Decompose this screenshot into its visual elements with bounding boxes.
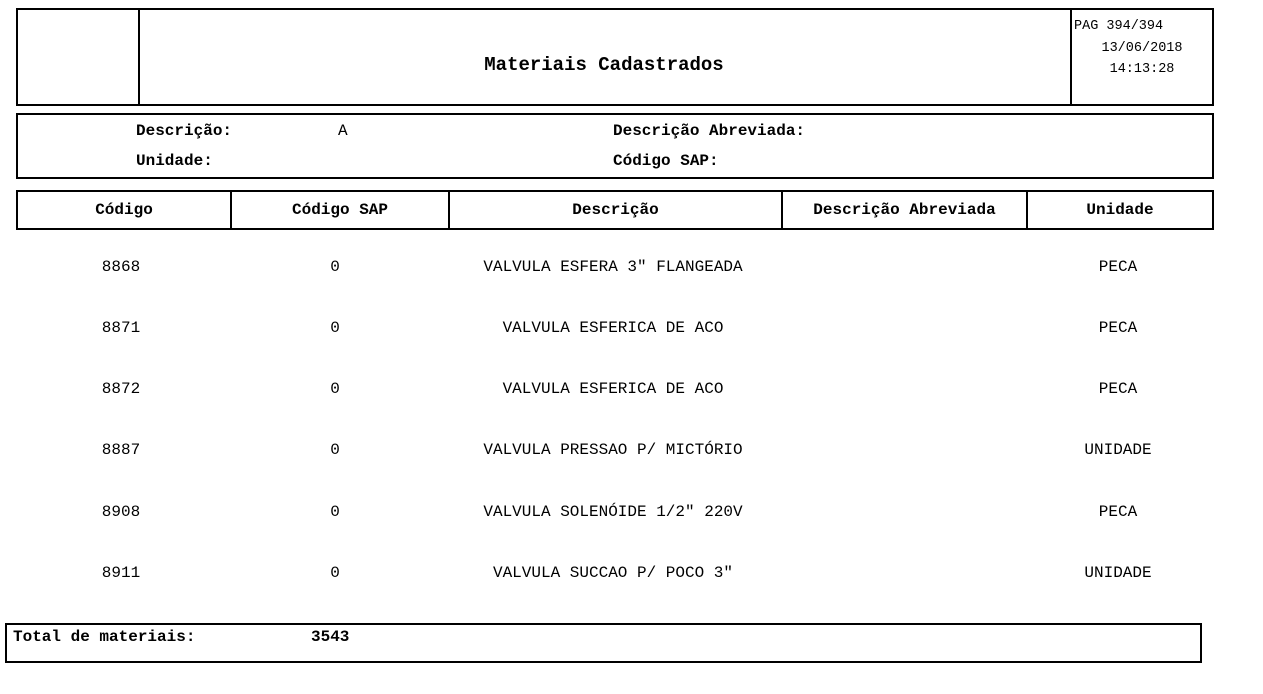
- report-time: 14:13:28: [1109, 62, 1175, 77]
- column-header-descricao-abreviada: Descrição Abreviada: [783, 192, 1028, 228]
- table-row: [16, 258, 1214, 278]
- logo-cell: [18, 10, 140, 104]
- column-header-unidade: Unidade: [1086, 201, 1154, 219]
- table-header: [16, 190, 1214, 230]
- unidade-label: Unidade:: [136, 152, 213, 170]
- cell-codigo: 8871: [101, 319, 141, 337]
- cell-unidade: UNIDADE: [1084, 564, 1152, 582]
- cell-descricao: VALVULA ESFERICA DE ACO: [502, 380, 724, 398]
- cell-codigo-sap: 0: [330, 503, 340, 521]
- cell-codigo-sap: 0: [330, 380, 340, 398]
- descricao-label: Descrição:: [136, 122, 233, 140]
- cell-codigo-sap: 0: [330, 319, 340, 337]
- table-row: [16, 564, 1214, 584]
- filter-panel: [16, 113, 1214, 179]
- column-header-codigo: Código: [18, 192, 232, 228]
- descricao-value: A: [338, 122, 348, 140]
- table-row: [16, 503, 1214, 523]
- title-cell: [138, 10, 1072, 104]
- cell-codigo: 8908: [101, 503, 141, 521]
- cell-unidade: PECA: [1098, 503, 1138, 521]
- column-header-codigo-sap: Código SAP: [232, 192, 450, 228]
- report-title: Materiais Cadastrados: [484, 54, 724, 76]
- cell-unidade: UNIDADE: [1084, 441, 1152, 459]
- cell-codigo-sap: 0: [330, 258, 340, 276]
- cell-codigo-sap: 0: [330, 564, 340, 582]
- cell-descricao: VALVULA PRESSAO P/ MICTÓRIO: [483, 441, 743, 459]
- report-meta: [1072, 16, 1212, 81]
- cell-unidade: PECA: [1098, 258, 1138, 276]
- descricao-abreviada-label: Descrição Abreviada:: [613, 122, 806, 140]
- cell-codigo: 8872: [101, 380, 141, 398]
- table-row: [16, 441, 1214, 461]
- report-date: 13/06/2018: [1101, 40, 1183, 56]
- codigo-sap-label: Código SAP:: [613, 152, 719, 170]
- total-label: Total de materiais:: [13, 628, 196, 646]
- page-number: PAG 394/394: [1074, 19, 1164, 34]
- cell-unidade: PECA: [1098, 380, 1138, 398]
- report-footer: [5, 623, 1202, 663]
- cell-descricao: VALVULA SUCCAO P/ POCO 3": [492, 564, 734, 582]
- cell-codigo: 8911: [101, 564, 141, 582]
- cell-descricao: VALVULA ESFERICA DE ACO: [502, 319, 724, 337]
- cell-descricao: VALVULA ESFERA 3" FLANGEADA: [483, 258, 743, 276]
- table-row: [16, 319, 1214, 339]
- table-row: [16, 380, 1214, 400]
- cell-codigo: 8887: [101, 441, 141, 459]
- column-header-descricao: Descrição: [450, 192, 783, 228]
- cell-codigo-sap: 0: [330, 441, 340, 459]
- cell-descricao: VALVULA SOLENÓIDE 1/2" 220V: [483, 503, 743, 521]
- report-header: [16, 8, 1214, 106]
- cell-codigo: 8868: [101, 258, 141, 276]
- cell-unidade: PECA: [1098, 319, 1138, 337]
- total-value: 3543: [311, 628, 350, 646]
